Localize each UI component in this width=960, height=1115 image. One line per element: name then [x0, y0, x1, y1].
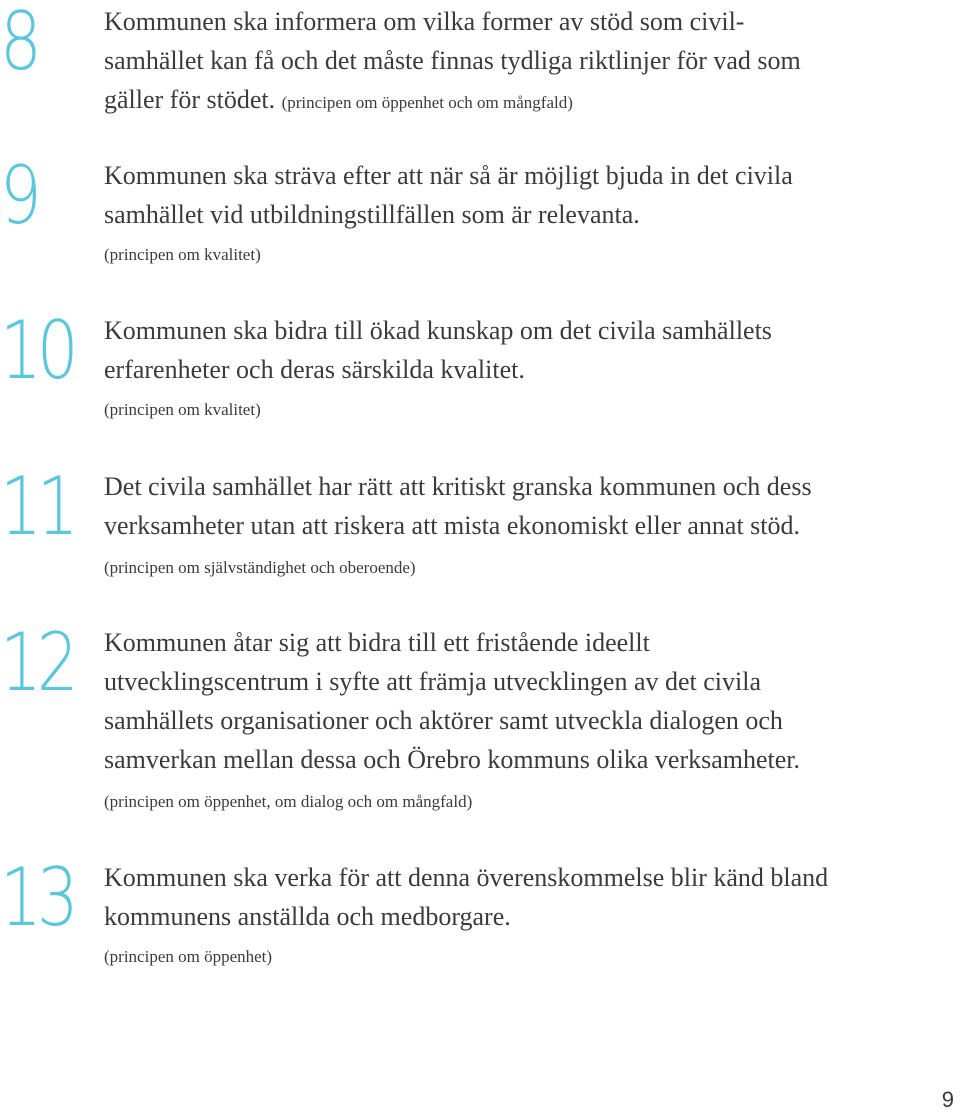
item-number: 8 — [0, 0, 37, 88]
item-text-block — [104, 2, 844, 122]
item-number: 10 — [0, 304, 74, 397]
item-text: Kommunen ska informera om vilka former av stöd som civil-samhället kan få och det måste finnas tydliga riktlinjer för vad som gäller för stödet. — [104, 7, 801, 114]
item-text: Kommunen åtar sig att bidra till ett fristående ideellt utvecklingscentrum i syfte att främja utvecklingen av det civila samhällets organisationer och aktörer samt utveckla dialogen och samverkan mellan dessa och Örebro kommuns olika verksamheter. — [104, 628, 801, 774]
item-text: Kommunen ska sträva efter att när så är möjligt bjuda in det civila samhället vid utbildningstillfällen som är relevanta. — [104, 161, 793, 229]
item-text-block — [104, 858, 844, 972]
item-text-block — [104, 311, 844, 425]
item-principle: (principen om kvalitet) — [104, 400, 261, 419]
page-number: 9 — [941, 1087, 954, 1112]
item-text: Det civila samhället har rätt att kritiskt granska kommunen och dess verksamheter utan att riskera att mista ekonomiskt eller annat stöd. — [104, 472, 812, 540]
item-text-block — [104, 156, 844, 270]
item-principle: (principen om kvalitet) — [104, 245, 261, 264]
item-text: Kommunen ska verka för att denna överenskommelse blir känd bland kommunens anställda och medborgare. — [104, 863, 829, 931]
item-principle: (principen om öppenhet) — [104, 947, 273, 966]
item-principle: (principen om öppenhet, om dialog och om mångfald) — [104, 792, 473, 811]
item-text-block — [104, 467, 844, 587]
item-number: 13 — [0, 851, 74, 944]
item-principle: (principen om självständighet och oberoende) — [104, 558, 416, 577]
item-text-block — [104, 623, 844, 821]
item-text: Kommunen ska bidra till ökad kunskap om det civila samhällets erfarenheter och deras särskilda kvalitet. — [104, 316, 772, 384]
item-principle: (principen om öppenhet och om mångfald) — [281, 93, 573, 112]
item-number: 11 — [0, 460, 74, 553]
item-number: 9 — [0, 149, 37, 242]
item-number: 12 — [0, 616, 74, 709]
